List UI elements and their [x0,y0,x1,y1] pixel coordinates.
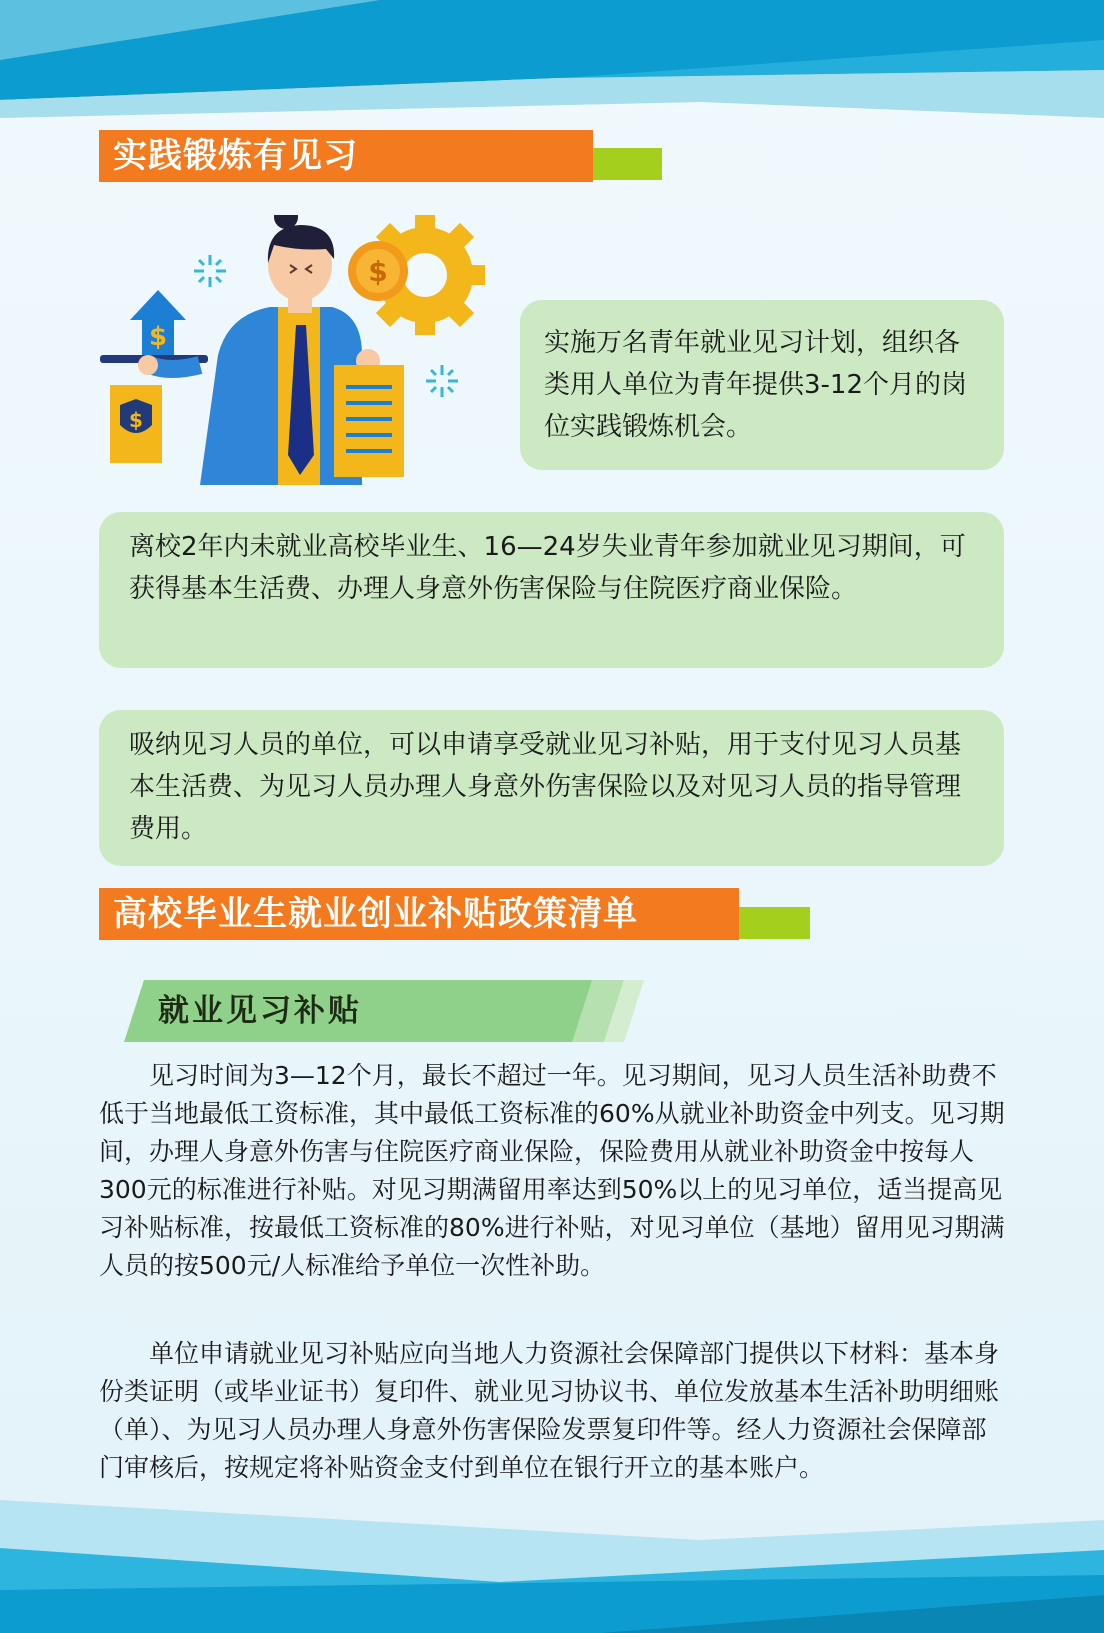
section-title-policy-list: 高校毕业生就业创业补贴政策清单 [99,888,739,940]
callout-eligibility: 离校2年内未就业高校毕业生、16—24岁失业青年参加就业见习期间，可获得基本生活费、办理人身意外伤害保险与住院医疗商业保险。 [99,512,1004,668]
svg-text:$: $ [148,322,168,352]
svg-text:$: $ [129,408,143,432]
house-dollar-icon [100,290,208,363]
svg-text:$: $ [368,255,388,288]
callout-internship-plan: 实施万名青年就业见习计划，组织各类用人单位为青年提供3-12个月的岗位实践锻炼机会。 [520,300,1004,470]
businessman-illustration [100,215,510,485]
section-title-internship: 实践锻炼有见习 [99,130,593,182]
document-icon [334,365,404,477]
paragraph-subsidy-details: 见习时间为3—12个月，最长不超过一年。见习期间，见习人员生活补助费不低于当地最低工资标准，其中最低工资标准的60%从就业补助资金中列支。见习期间，办理人身意外伤害与住院医疗商业保险，保险费用从就业补助资金中按每人300元的标准进行补贴。对见习期满留用率达到50%以上的见习单位，适当提高见习补贴标准，按最低工资标准的80%进行补贴，对见习单位（基地）留用见习期满人员的按500元/人标准给予单位一次性补助。 [99,1061,1005,1280]
shield-dollar-icon [110,385,162,463]
callout-employer-subsidy: 吸纳见习人员的单位，可以申请享受就业见习补贴，用于支付见习人员基本生活费、为见习人员办理人身意外伤害保险以及对见习人员的指导管理费用。 [99,710,1004,866]
coin-icon [348,241,408,301]
subtitle-internship-subsidy: 就业见习补贴 [158,993,362,1029]
paragraph-application-materials: 单位申请就业见习补贴应向当地人力资源社会保障部门提供以下材料：基本身份类证明（或毕业证书）复印件、就业见习协议书、单位发放基本生活补助明细账（单）、为见习人员办理人身意外伤害保险发票复印件等。经人力资源社会保障部门审核后，按规定将补贴资金支付到单位在银行开立的基本账户。 [99,1339,1000,1482]
